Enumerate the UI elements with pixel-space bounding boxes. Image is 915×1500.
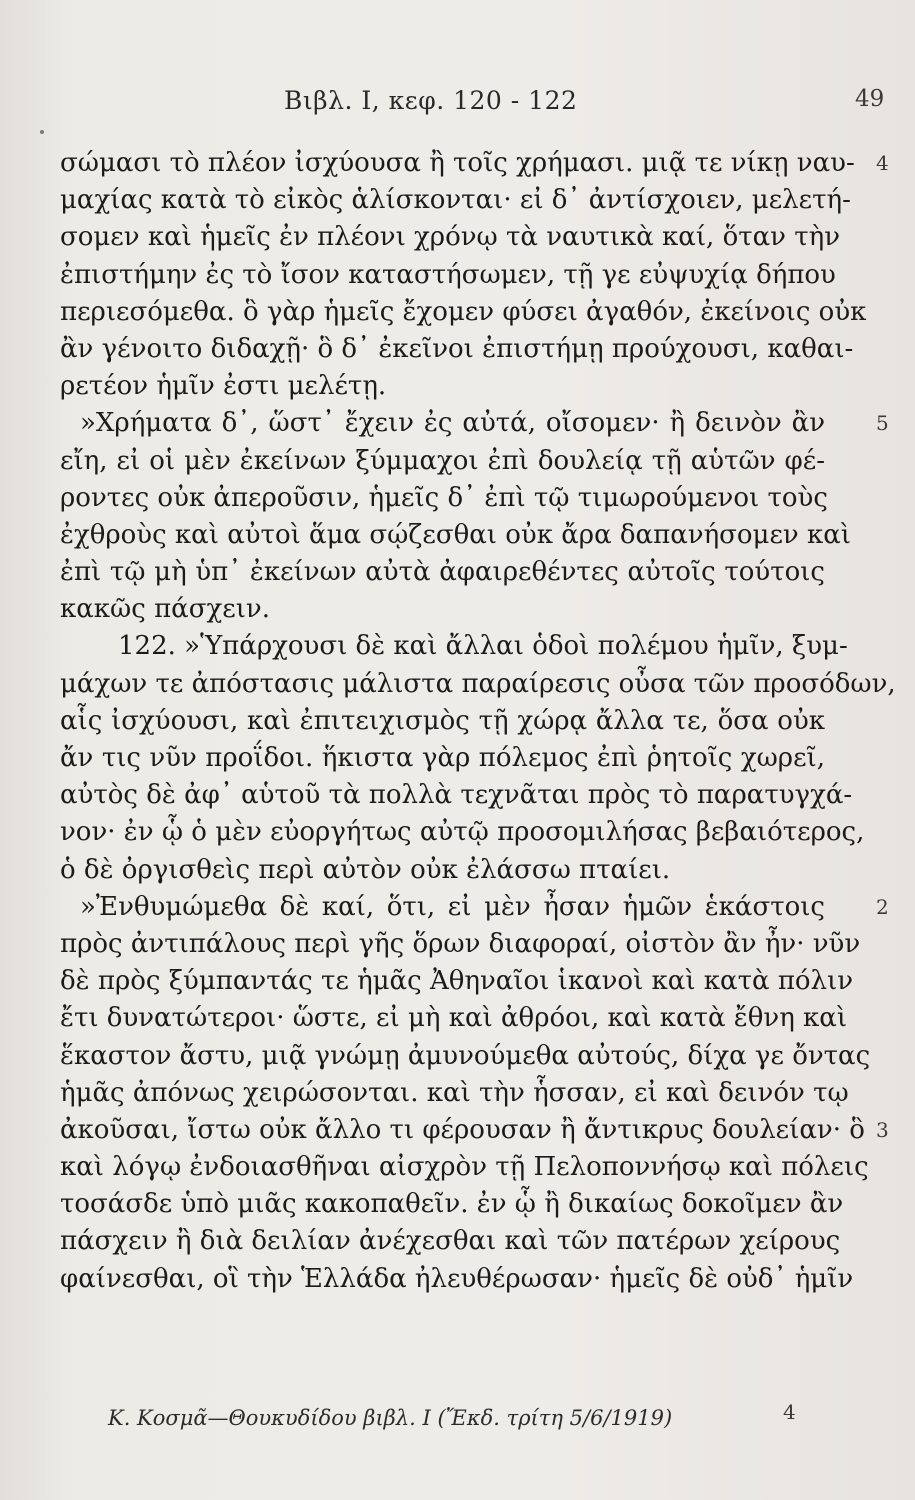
page-footer xyxy=(0,1400,915,1436)
section-margin-number: 4 xyxy=(876,151,889,175)
text-line: μαχίας κατὰ τὸ εἰκὸς ἁλίσκονται· εἰ δ᾿ ἀντίσχοιεν, μελετή- xyxy=(60,185,851,216)
text-line: ἡμᾶς ἀπόνως χειρώσονται. καὶ τὴν ἧσσαν, εἰ καὶ δεινόν τῳ xyxy=(60,1077,849,1108)
text-line: ἀκοῦσαι, ἴστω οὐκ ἄλλο τι φέρουσαν ἢ ἄντικρυς δουλείαν· ὃ 3 xyxy=(60,1112,825,1149)
body-text xyxy=(60,145,896,1298)
signature-mark: 4 xyxy=(783,1400,796,1424)
text-line: ἐχθροὺς καὶ αὐτοὶ ἅμα σῴζεσθαι οὐκ ἄρα δαπανήσομεν καὶ xyxy=(60,519,851,550)
text-line: πρὸς ἀντιπάλους περὶ γῆς ὅρων διαφοραί, οἰστὸν ἂν ἦν· νῦν xyxy=(60,928,861,959)
section-margin-number: 5 xyxy=(876,411,889,436)
text-line: ἔτι δυνατώτεροι· ὥστε, εἰ μὴ καὶ ἀθρόοι, καὶ κατὰ ἔθνη καὶ xyxy=(60,1003,848,1034)
text-line: πάσχειν ἢ διὰ δειλίαν ἀνέχεσθαι καὶ τῶν πατέρων χείρους xyxy=(60,1226,841,1257)
text-line: ὁ δὲ ὀργισθεὶς περὶ αὐτὸν οὐκ ἐλάσσω πταίει. xyxy=(60,854,671,885)
text-line: ἂν γένοιτο διδαχῇ· ὃ δ᾿ ἐκεῖνοι ἐπιστήμῃ προύχουσι, καθαι- xyxy=(60,333,854,364)
text-line: καὶ λόγῳ ἐνδοιασθῆναι αἰσχρὸν τῇ Πελοποννήσῳ καὶ πόλεις xyxy=(60,1152,869,1183)
text-line: νον· ἐν ᾧ ὁ μὲν εὐοργήτως αὐτῷ προσομιλήσας βεβαιότερος, xyxy=(60,817,865,848)
text-line: αὐτὸς δὲ ἀφ᾿ αὑτοῦ τὰ πολλὰ τεχνᾶται πρὸς τὸ παρατυγχά- xyxy=(60,780,853,811)
section-margin-number: 3 xyxy=(876,1117,889,1142)
text-line: ἕκαστον ἄστυ, μιᾷ γνώμῃ ἀμυνούμεθα αὐτούς, δίχα γε ὄντας xyxy=(60,1040,871,1071)
text-line: ἐπὶ τῷ μὴ ὑπ᾿ ἐκείνων αὐτὰ ἀφαιρεθέντες αὐτοῖς τούτοις xyxy=(60,557,825,588)
text-line: φαίνεσθαι, οἳ τὴν Ἑλλάδα ἠλευθέρωσαν· ἡμεῖς δὲ οὐδ᾿ ἡμῖν xyxy=(60,1263,854,1294)
running-head: Βιβλ. Ι, κεφ. 120 - 122 xyxy=(284,86,578,115)
text-line: ἄν τις νῦν προΐδοι. ἥκιστα γὰρ πόλεμος ἐπὶ ῥητοῖς χωρεῖ, xyxy=(60,743,825,773)
text-line: μάχων τε ἀπόστασις μάλιστα παραίρεσις οὖσα τῶν προσόδων, xyxy=(60,668,896,699)
text-line: αἷς ἰσχύουσι, καὶ ἐπιτειχισμὸς τῇ χώρᾳ ἄλλα τε, ὅσα οὐκ xyxy=(60,705,825,736)
text-line: »Ἐνθυμώμεθα δὲ καί, ὅτι, εἰ μὲν ἦσαν ἡμῶν ἑκάστοις 2 xyxy=(60,889,825,926)
footer-imprint: Κ. Κοσμᾶ—Θουκυδίδου βιβλ. Ι (Ἔκδ. τρίτη 5/6/1919) xyxy=(108,1406,673,1430)
text-line: ροντες οὐκ ἀπεροῦσιν, ἡμεῖς δ᾿ ἐπὶ τῷ τιμωρούμενοι τοὺς xyxy=(60,482,828,513)
chapter-start-line: 122. »Ὑπάρχουσι δὲ καὶ ἄλλαι ὁδοὶ πολέμου ἡμῖν, ξυμ- xyxy=(118,631,848,662)
page-number: 49 xyxy=(855,86,885,112)
text-line: »Χρήματα δ᾿, ὥστ᾿ ἔχειν ἐς αὐτά, οἴσομεν· ἢ δεινὸν ἂν 5 xyxy=(60,405,825,442)
text-line: σομεν καὶ ἡμεῖς ἐν πλέονι χρόνῳ τὰ ναυτικὰ καί, ὅταν τὴν xyxy=(60,222,840,253)
text-line: ρετέον ἡμῖν ἐστι μελέτῃ. xyxy=(60,371,387,402)
text-line: εἴη, εἰ οἱ μὲν ἐκείνων ξύμμαχοι ἐπὶ δουλείᾳ τῇ αὑτῶν φέ- xyxy=(60,445,825,476)
text-line: σώμασι τὸ πλέον ἰσχύουσα ἢ τοῖς χρήμασι. μιᾷ τε νίκῃ ναυ- 4 xyxy=(60,145,825,182)
page-header xyxy=(0,86,915,122)
text-line: κακῶς πάσχειν. xyxy=(60,594,270,625)
print-speck xyxy=(40,130,44,134)
text-line: ἐπιστήμην ἐς τὸ ἴσον καταστήσωμεν, τῇ γε εὐψυχίᾳ δήπου xyxy=(60,259,836,290)
section-margin-number: 2 xyxy=(876,894,889,919)
text-line: δὲ πρὸς ξύμπαντάς τε ἡμᾶς Ἀθηναῖοι ἱκανοὶ καὶ κατὰ πόλιν xyxy=(60,966,854,997)
text-line: περιεσόμεθα. ὃ γὰρ ἡμεῖς ἔχομεν φύσει ἀγαθόν, ἐκείνοις οὐκ xyxy=(60,296,867,327)
text-line: τοσάσδε ὑπὸ μιᾶς κακοπαθεῖν. ἐν ᾧ ἢ δικαίως δοκοῖμεν ἂν xyxy=(60,1189,844,1220)
